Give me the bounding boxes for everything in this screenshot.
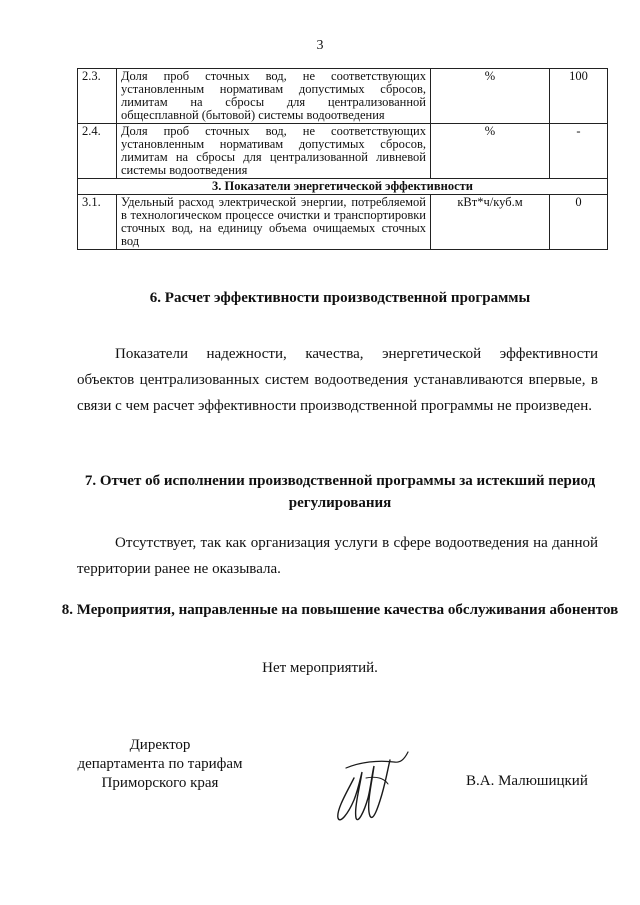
- signer-title-line: департамента по тарифам: [77, 756, 243, 772]
- section-7-paragraph: [77, 530, 598, 582]
- row-value: -: [550, 124, 608, 179]
- signer-title-line: Директор: [129, 737, 191, 753]
- section-6-text: Показатели надежности, качества, энергетической эффективности объектов централизованных систем водоотведения устанавливаются впервые, в связи с чем расчет эффективности производственной программы не произведен.: [77, 346, 598, 414]
- section-6-paragraph: [77, 341, 598, 419]
- row-value: 0: [550, 195, 608, 250]
- table-section-row: [78, 179, 608, 195]
- section-7-text: Отсутствует, так как организация услуги в сфере водоотведения на данной территории ранее не оказывала.: [77, 535, 598, 577]
- row-value: 100: [550, 69, 608, 124]
- indicators-table: [77, 68, 608, 250]
- page-number: 3: [316, 38, 324, 53]
- row-description: Удельный расход электрической энергии, потребляемой в технологическом процессе очистки и транспортировки сточных вод, на единицу объема очищаемых сточных вод: [117, 195, 431, 250]
- signer-title: [50, 736, 270, 793]
- handwritten-signature: [326, 738, 416, 828]
- table-row: [78, 124, 608, 179]
- section-8-heading: 8. Мероприятия, направленные на повышение качества обслуживания абонентов: [61, 602, 619, 618]
- row-unit: кВт*ч/куб.м: [431, 195, 550, 250]
- row-number: 2.4.: [78, 124, 117, 179]
- row-description: Доля проб сточных вод, не соответствующих установленным нормативам допустимых сбросов, лимитам на сбросы для централизованной ливневой системы водоотведения: [117, 124, 431, 179]
- row-number: 3.1.: [78, 195, 117, 250]
- section-6-heading: 6. Расчет эффективности производственной программы: [149, 290, 531, 306]
- row-unit: %: [431, 69, 550, 124]
- signer-name: В.А. Малюшицкий: [466, 773, 588, 789]
- section-3-title: 3. Показатели энергетической эффективности: [78, 179, 608, 195]
- signer-title-line: Приморского края: [101, 775, 219, 791]
- row-number: 2.3.: [78, 69, 117, 124]
- row-description: Доля проб сточных вод, не соответствующих установленным нормативам допустимых сбросов, лимитам на сбросы для централизованной общесплавной (бытовой) системы водоотведения: [117, 69, 431, 124]
- section-7-heading: 7. Отчет об исполнении производственной программы за истекший период регулирования: [84, 473, 596, 511]
- table-row: [78, 69, 608, 124]
- table-row: [78, 195, 608, 250]
- row-unit: %: [431, 124, 550, 179]
- section-8-text: Нет мероприятий.: [262, 660, 378, 676]
